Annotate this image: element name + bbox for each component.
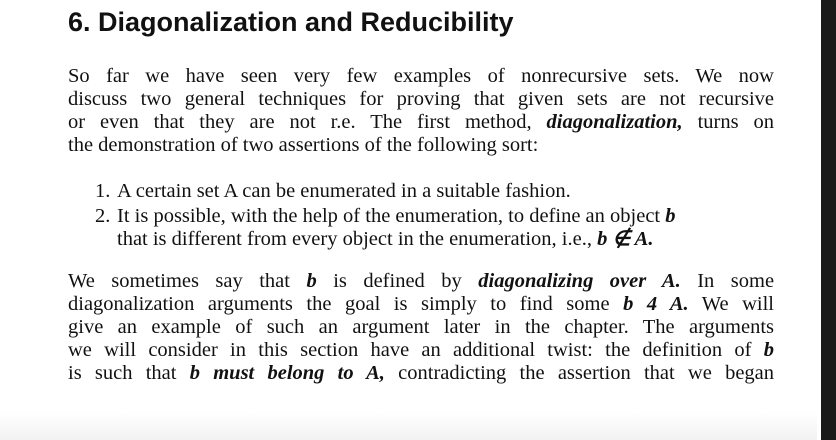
para2-line-4 xyxy=(68,339,774,362)
page-edge-border xyxy=(817,0,836,440)
intro-line-2 xyxy=(68,88,774,111)
para2-line-4-variable: b xyxy=(763,339,774,361)
list-item-2-formula: b ∉ A. xyxy=(597,228,654,250)
list-item-2 xyxy=(95,205,676,228)
para2-line-2-text-c: We will xyxy=(701,293,774,315)
intro-line-3-text-a: or even that they are not r.e. The first method, xyxy=(68,111,532,133)
para2-line-1-text-a: We sometimes say that xyxy=(68,270,290,292)
para2-line-2-formula: b 4 A. xyxy=(623,293,689,315)
list-item-1-text: A certain set A can be enumerated in a suitable fashion. xyxy=(117,180,571,202)
para2-line-1-text-c: is defined by xyxy=(333,270,462,292)
para2-line-1-text-e: In some xyxy=(697,270,775,292)
intro-line-1 xyxy=(68,65,774,88)
list-item-1-number: 1. xyxy=(95,180,111,202)
list-item-2-number: 2. xyxy=(95,205,111,227)
para2-line-2-text-a: diagonalization arguments the goal is simply to find some xyxy=(68,293,610,315)
list-item-2-cont-text: that is different from every object in the enumeration, i.e., xyxy=(117,228,592,250)
intro-line-4 xyxy=(68,134,538,157)
para2-line-2 xyxy=(68,293,774,316)
intro-line-3-text-b: turns on xyxy=(697,111,775,133)
diagonalization-term: diagonalization, xyxy=(546,111,683,133)
para2-line-3 xyxy=(68,316,774,339)
para2-line-5 xyxy=(68,362,774,385)
diagonalizing-term: diagonalizing over A. xyxy=(478,270,681,292)
para2-line-4-text-a: we will consider in this section have an additional twist: the definition of xyxy=(68,339,752,361)
para2-line-5-text-a: is such that xyxy=(68,362,177,384)
para2-line-5-term: b must belong to A, xyxy=(189,362,385,384)
intro-line-4-text: the demonstration of two assertions of the following sort: xyxy=(68,134,539,156)
para2-line-1 xyxy=(68,270,774,293)
intro-line-3 xyxy=(68,111,774,134)
list-item-2-variable: b xyxy=(665,205,676,227)
list-item-2-text: It is possible, with the help of the enumeration, to define an object xyxy=(117,205,661,227)
para2-line-3-text: give an example of such an argument later in the chapter. The arguments xyxy=(68,316,774,338)
list-item-2-continuation xyxy=(117,228,653,251)
section-heading: 6. Diagonalization and Reducibility xyxy=(68,7,514,37)
intro-line-1-text: So far we have seen very few examples of nonrecursive sets. We now xyxy=(68,65,774,87)
para2-line-5-text-c: contradicting the assertion that we began xyxy=(398,362,775,384)
para2-line-1-variable: b xyxy=(306,270,317,292)
list-item-1 xyxy=(95,180,571,203)
page-bottom-shadow xyxy=(0,412,817,440)
intro-line-2-text: discuss two general techniques for proving that given sets are not recursive xyxy=(68,88,774,110)
